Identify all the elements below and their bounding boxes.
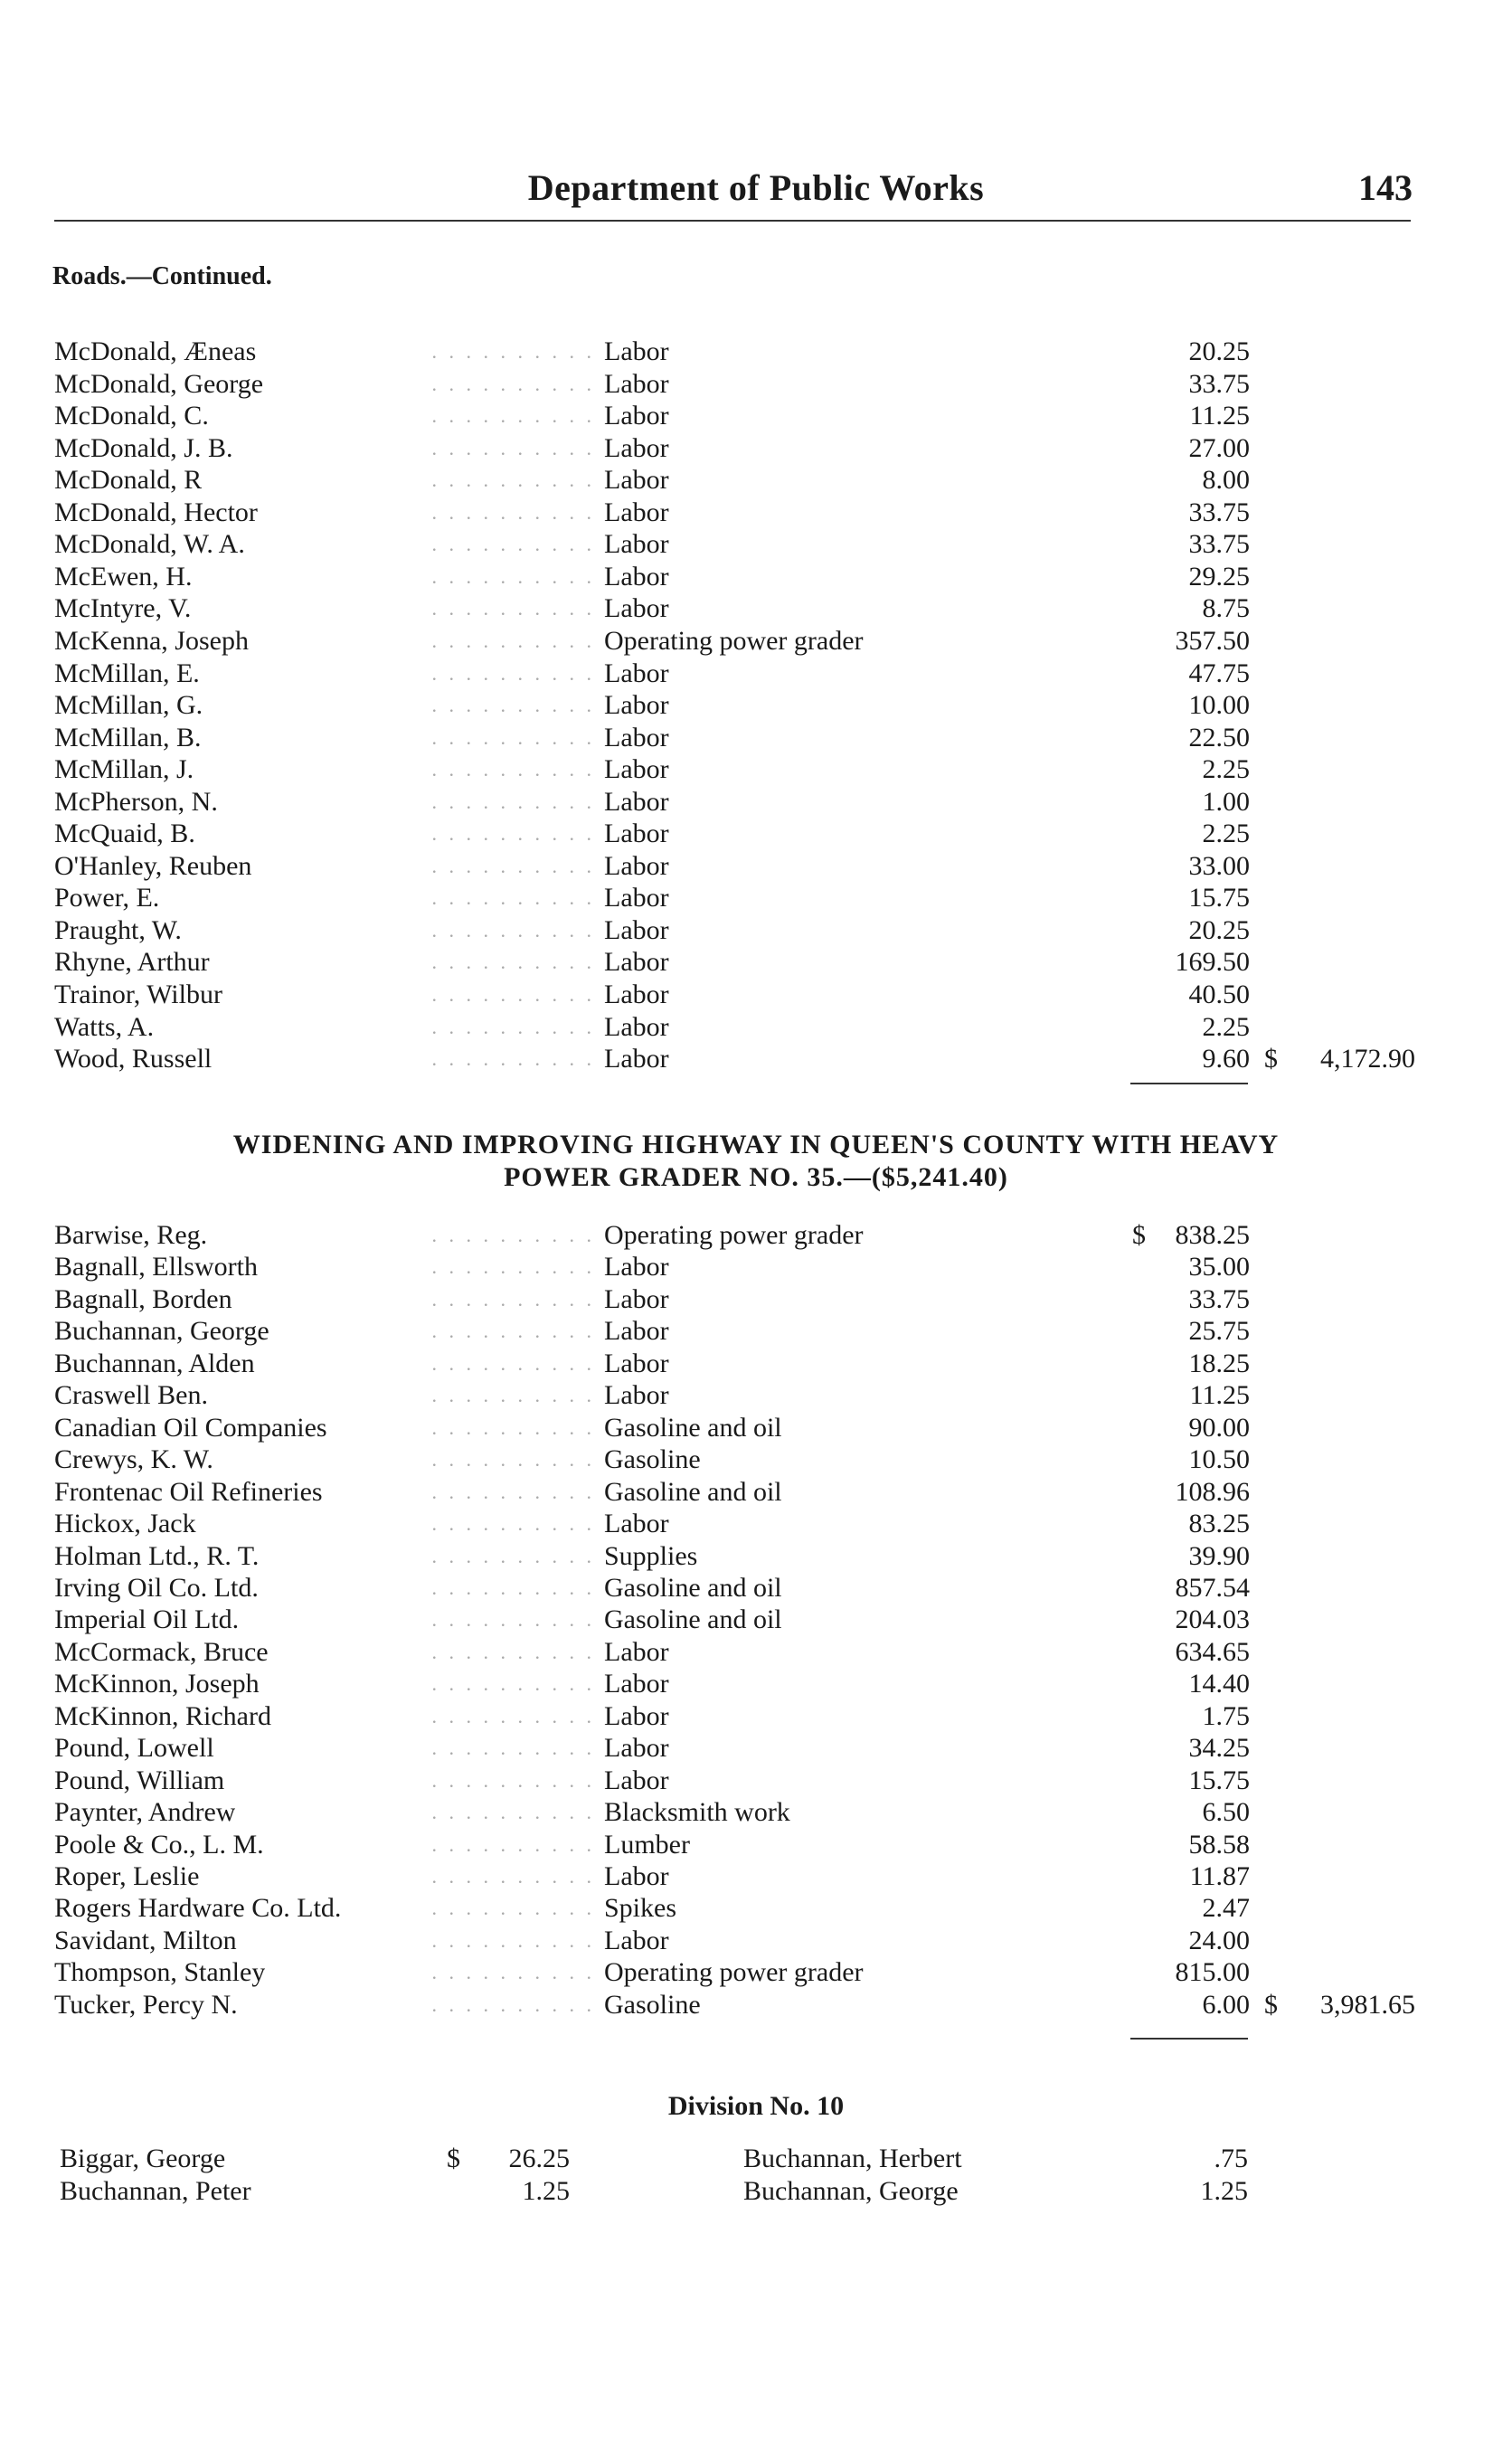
table-row — [0, 1444, 1512, 1475]
leader-dots: . . . . . . . . . . — [431, 1961, 595, 1984]
table-row — [0, 529, 1512, 560]
amount: 10.00 — [1188, 690, 1250, 721]
table-row — [0, 336, 1512, 367]
widening-title-line2: POWER GRADER NO. 35.—($5,241.40) — [504, 1162, 1008, 1192]
table-row — [0, 658, 1512, 689]
table-row — [0, 754, 1512, 785]
amount: 40.50 — [1188, 980, 1250, 1009]
amount: 815.00 — [1175, 1957, 1250, 1988]
leader-dots: . . . . . . . . . . — [431, 1928, 595, 1952]
payee-name: Power, E. — [54, 883, 160, 913]
payee-name: McMillan, G. — [54, 690, 203, 721]
leader-dots: . . . . . . . . . . — [431, 1415, 595, 1439]
payee-name: Rhyne, Arthur — [54, 947, 210, 978]
payee-name: Savidant, Milton — [54, 1925, 237, 1955]
table-row — [0, 1797, 1512, 1828]
table-row — [0, 1012, 1512, 1043]
table-row — [0, 1284, 1512, 1315]
item-description: Gasoline — [604, 1444, 701, 1475]
item-description: Labor — [604, 883, 669, 913]
payee-name: Buchannan, George — [54, 1316, 269, 1347]
item-description: Labor — [604, 1700, 669, 1731]
amount: 14.40 — [1188, 1669, 1250, 1699]
payee-name: Barwise, Reg. — [54, 1220, 208, 1250]
payee-name: McDonald, Hector — [54, 497, 258, 527]
leader-dots: . . . . . . . . . . — [431, 983, 595, 1006]
amount: 90.00 — [1188, 1412, 1250, 1443]
amount: 33.75 — [1188, 497, 1250, 527]
amount: 33.75 — [1188, 368, 1250, 399]
amount: 18.25 — [1188, 1348, 1250, 1378]
table-row — [0, 1861, 1512, 1892]
section-total: 3,981.65 — [1320, 1989, 1415, 2020]
amount: 33.75 — [1188, 1283, 1250, 1314]
payee-name: McMillan, B. — [54, 722, 202, 752]
item-description: Supplies — [604, 1540, 698, 1571]
amount: 29.25 — [1188, 561, 1250, 592]
table-row — [0, 1733, 1512, 1764]
leader-dots: . . . . . . . . . . — [431, 1512, 595, 1536]
table-row — [0, 1380, 1512, 1411]
amount: 108.96 — [1175, 1476, 1250, 1507]
amount: 47.75 — [1188, 658, 1250, 688]
total-dollar-sign: $ — [1264, 1044, 1278, 1074]
payee-name: Pound, William — [54, 1765, 225, 1795]
payee-name: Paynter, Andrew — [54, 1797, 236, 1828]
table-row — [0, 465, 1512, 496]
leader-dots: . . . . . . . . . . — [431, 822, 595, 846]
payee-name: McDonald, W. A. — [54, 529, 245, 560]
amount: 1.00 — [1202, 786, 1250, 817]
table-row — [0, 1316, 1512, 1347]
leader-dots: . . . . . . . . . . — [431, 1351, 595, 1375]
payee-name: McMillan, J. — [54, 754, 194, 785]
payee-name: Bagnall, Ellsworth — [54, 1252, 258, 1283]
item-description: Labor — [604, 658, 669, 688]
table-row — [0, 1604, 1512, 1635]
amount: 6.00 — [1202, 1989, 1250, 2020]
item-description: Labor — [604, 1733, 669, 1764]
table-row — [0, 1573, 1512, 1604]
payee-name: Buchannan, Herbert — [743, 2144, 962, 2173]
table-row — [0, 1413, 1512, 1443]
amount: 15.75 — [1188, 883, 1250, 913]
leader-dots: . . . . . . . . . . — [431, 372, 595, 395]
payee-name: Crewys, K. W. — [54, 1444, 213, 1475]
leader-dots: . . . . . . . . . . — [431, 436, 595, 459]
table-row — [0, 690, 1512, 721]
payee-name: Hickox, Jack — [54, 1509, 196, 1539]
amount: 2.25 — [1202, 819, 1250, 849]
leader-dots: . . . . . . . . . . — [431, 1544, 595, 1567]
leader-dots: . . . . . . . . . . — [431, 1047, 595, 1071]
item-description: Gasoline and oil — [604, 1476, 782, 1507]
subtotal-rule — [1130, 1083, 1248, 1084]
leader-dots: . . . . . . . . . . — [431, 694, 595, 717]
leader-dots: . . . . . . . . . . — [431, 340, 595, 363]
amount: 8.75 — [1202, 593, 1250, 624]
item-description: Gasoline and oil — [604, 1572, 782, 1603]
amount: 33.00 — [1188, 850, 1250, 881]
item-description: Labor — [604, 529, 669, 560]
subtotal-rule — [1130, 2038, 1248, 2040]
amount: 83.25 — [1188, 1509, 1250, 1539]
table-row — [0, 1541, 1512, 1572]
amount: 26.25 — [508, 2144, 570, 2173]
payee-name: Frontenac Oil Refineries — [54, 1476, 323, 1507]
table-row — [0, 851, 1512, 882]
amount: 1.75 — [1202, 1700, 1250, 1731]
leader-dots: . . . . . . . . . . — [431, 1737, 595, 1760]
amount: 838.25 — [1175, 1220, 1250, 1250]
leader-dots: . . . . . . . . . . — [431, 1287, 595, 1311]
leader-dots: . . . . . . . . . . — [431, 500, 595, 524]
item-description: Labor — [604, 497, 669, 527]
item-description: Labor — [604, 1765, 669, 1795]
leader-dots: . . . . . . . . . . — [431, 564, 595, 588]
item-description: Spikes — [604, 1893, 677, 1924]
item-description: Gasoline and oil — [604, 1604, 782, 1635]
amount: 11.25 — [1189, 401, 1250, 431]
payee-name: McQuaid, B. — [54, 819, 195, 849]
table-row — [0, 1893, 1512, 1924]
amount: 2.25 — [1202, 754, 1250, 785]
leader-dots: . . . . . . . . . . — [431, 1255, 595, 1279]
payee-name: McKinnon, Richard — [54, 1700, 271, 1731]
payee-name: Tucker, Percy N. — [54, 1989, 238, 2020]
item-description: Labor — [604, 722, 669, 752]
table-row — [0, 1957, 1512, 1988]
payee-name: Watts, A. — [54, 1011, 155, 1042]
payee-name: McMillan, E. — [54, 658, 200, 688]
table-row — [0, 2176, 1512, 2207]
leader-dots: . . . . . . . . . . — [431, 918, 595, 942]
table-row — [0, 1990, 1512, 2021]
item-description: Labor — [604, 1636, 669, 1667]
header-rule — [54, 220, 1411, 222]
leader-dots: . . . . . . . . . . — [431, 1448, 595, 1472]
table-row — [0, 1765, 1512, 1796]
payee-name: Rogers Hardware Co. Ltd. — [54, 1893, 342, 1924]
leader-dots: . . . . . . . . . . — [431, 854, 595, 877]
payee-name: Irving Oil Co. Ltd. — [54, 1572, 259, 1603]
payee-name: Buchannan, George — [743, 2176, 959, 2206]
payee-name: Trainor, Wilbur — [54, 980, 222, 1009]
payee-name: Wood, Russell — [54, 1044, 213, 1074]
leader-dots: . . . . . . . . . . — [431, 1832, 595, 1856]
item-description: Labor — [604, 336, 669, 366]
amount: 857.54 — [1175, 1572, 1250, 1603]
total-dollar-sign: $ — [1264, 1989, 1278, 2020]
payee-name: McCormack, Bruce — [54, 1636, 269, 1667]
leader-dots: . . . . . . . . . . — [431, 1576, 595, 1599]
table-row — [0, 1509, 1512, 1539]
payee-name: Pound, Lowell — [54, 1733, 214, 1764]
item-description: Blacksmith work — [604, 1797, 790, 1828]
amount: 33.75 — [1188, 529, 1250, 560]
table-row — [0, 915, 1512, 946]
leader-dots: . . . . . . . . . . — [431, 1897, 595, 1920]
amount: 9.60 — [1202, 1044, 1250, 1074]
payee-name: McDonald, R — [54, 465, 203, 496]
amount: 58.58 — [1188, 1829, 1250, 1860]
table-row — [0, 819, 1512, 849]
dollar-sign: $ — [1132, 1220, 1146, 1250]
item-description: Labor — [604, 1252, 669, 1283]
table-row — [0, 401, 1512, 431]
amount: 11.25 — [1189, 1380, 1250, 1411]
amount: 34.25 — [1188, 1733, 1250, 1764]
payee-name: McEwen, H. — [54, 561, 193, 592]
payee-name: Buchannan, Alden — [54, 1348, 255, 1378]
payee-name: Holman Ltd., R. T. — [54, 1540, 260, 1571]
leader-dots: . . . . . . . . . . — [431, 1480, 595, 1503]
item-description: Labor — [604, 1669, 669, 1699]
item-description: Labor — [604, 465, 669, 496]
table-row — [0, 1349, 1512, 1379]
leader-dots: . . . . . . . . . . — [431, 1801, 595, 1824]
leader-dots: . . . . . . . . . . — [431, 1992, 595, 2016]
item-description: Labor — [604, 754, 669, 785]
amount: 634.65 — [1175, 1636, 1250, 1667]
table-row — [0, 1926, 1512, 1956]
amount: 39.90 — [1188, 1540, 1250, 1571]
payee-name: McPherson, N. — [54, 786, 218, 817]
payee-name: Thompson, Stanley — [54, 1957, 266, 1988]
leader-dots: . . . . . . . . . . — [431, 1608, 595, 1632]
payee-name: O'Hanley, Reuben — [54, 850, 252, 881]
item-description: Labor — [604, 368, 669, 399]
leader-dots: . . . . . . . . . . — [431, 1768, 595, 1792]
leader-dots: . . . . . . . . . . — [431, 1224, 595, 1246]
payee-name: Buchannan, Peter — [60, 2176, 251, 2206]
item-description: Labor — [604, 1283, 669, 1314]
item-description: Labor — [604, 786, 669, 817]
amount: 8.00 — [1202, 465, 1250, 496]
payee-name: McDonald, Æneas — [54, 336, 257, 366]
table-row — [0, 980, 1512, 1010]
leader-dots: . . . . . . . . . . — [431, 597, 595, 620]
amount: 20.25 — [1188, 914, 1250, 945]
amount: 20.25 — [1188, 336, 1250, 366]
table-row — [0, 883, 1512, 913]
leader-dots: . . . . . . . . . . — [431, 1384, 595, 1407]
item-description: Labor — [604, 1044, 669, 1074]
table-row — [0, 562, 1512, 592]
table-row — [0, 1044, 1512, 1074]
item-description: Labor — [604, 401, 669, 431]
payee-name: McDonald, George — [54, 368, 264, 399]
table-row — [0, 1637, 1512, 1668]
item-description: Labor — [604, 1011, 669, 1042]
item-description: Operating power grader — [604, 1220, 864, 1250]
table-row — [0, 1477, 1512, 1508]
table-row — [0, 369, 1512, 400]
leader-dots: . . . . . . . . . . — [431, 886, 595, 910]
leader-dots: . . . . . . . . . . — [431, 790, 595, 813]
item-description: Labor — [604, 1348, 669, 1378]
item-description: Labor — [604, 1316, 669, 1347]
payee-name: Craswell Ben. — [54, 1380, 208, 1411]
amount: 11.87 — [1189, 1861, 1250, 1891]
amount: 10.50 — [1188, 1444, 1250, 1475]
item-description: Operating power grader — [604, 625, 864, 656]
payee-name: Biggar, George — [60, 2144, 226, 2173]
item-description: Labor — [604, 1925, 669, 1955]
amount: 35.00 — [1188, 1252, 1250, 1283]
table-row — [0, 723, 1512, 753]
table-row — [0, 433, 1512, 464]
amount: .75 — [1214, 2144, 1248, 2173]
table-row — [0, 1701, 1512, 1732]
payee-name: McIntyre, V. — [54, 593, 192, 624]
amount: 27.00 — [1188, 432, 1250, 463]
leader-dots: . . . . . . . . . . — [431, 404, 595, 428]
table-row — [0, 626, 1512, 657]
amount: 25.75 — [1188, 1316, 1250, 1347]
amount: 2.47 — [1202, 1893, 1250, 1924]
item-description: Lumber — [604, 1829, 690, 1860]
amount: 6.50 — [1202, 1797, 1250, 1828]
table-row — [0, 1830, 1512, 1860]
payee-name: Roper, Leslie — [54, 1861, 200, 1891]
table-row — [0, 593, 1512, 624]
division-title: Division No. 10 — [667, 2091, 845, 2121]
amount: 1.25 — [1200, 2176, 1248, 2206]
amount: 15.75 — [1188, 1765, 1250, 1795]
leader-dots: . . . . . . . . . . — [431, 1640, 595, 1663]
item-description: Labor — [604, 1509, 669, 1539]
widening-title-line1: WIDENING AND IMPROVING HIGHWAY IN QUEEN'S COUNTY WITH HEAVY — [232, 1130, 1280, 1159]
item-description: Labor — [604, 980, 669, 1009]
item-description: Labor — [604, 432, 669, 463]
leader-dots: . . . . . . . . . . — [431, 725, 595, 749]
amount: 2.25 — [1202, 1011, 1250, 1042]
payee-name: Poole & Co., L. M. — [54, 1829, 264, 1860]
payee-name: McKenna, Joseph — [54, 625, 249, 656]
leader-dots: . . . . . . . . . . — [431, 629, 595, 652]
table-row — [0, 1252, 1512, 1283]
table-row — [0, 947, 1512, 978]
leader-dots: . . . . . . . . . . — [431, 1015, 595, 1038]
item-description: Operating power grader — [604, 1957, 864, 1988]
leader-dots: . . . . . . . . . . — [431, 1865, 595, 1888]
item-description: Labor — [604, 593, 669, 624]
leader-dots: . . . . . . . . . . — [431, 951, 595, 974]
section-total: 4,172.90 — [1320, 1044, 1415, 1074]
leader-dots: . . . . . . . . . . — [431, 1320, 595, 1343]
amount: 24.00 — [1188, 1925, 1250, 1955]
item-description: Labor — [604, 947, 669, 978]
payee-name: McDonald, J. B. — [54, 432, 233, 463]
item-description: Labor — [604, 914, 669, 945]
amount: 1.25 — [522, 2176, 570, 2206]
item-description: Labor — [604, 1380, 669, 1411]
table-row — [0, 497, 1512, 528]
payee-name: Imperial Oil Ltd. — [54, 1604, 240, 1635]
item-description: Gasoline — [604, 1989, 701, 2020]
item-description: Labor — [604, 850, 669, 881]
leader-dots: . . . . . . . . . . — [431, 1704, 595, 1727]
leader-dots: . . . . . . . . . . — [431, 661, 595, 685]
item-description: Labor — [604, 819, 669, 849]
page-number: 143 — [1358, 167, 1413, 208]
payee-name: Praught, W. — [54, 914, 182, 945]
amount: 22.50 — [1188, 722, 1250, 752]
amount: 357.50 — [1175, 625, 1250, 656]
amount: 204.03 — [1175, 1604, 1250, 1635]
table-row — [0, 787, 1512, 818]
payee-name: Canadian Oil Companies — [54, 1412, 327, 1443]
leader-dots: . . . . . . . . . . — [431, 533, 595, 556]
item-description: Gasoline and oil — [604, 1412, 782, 1443]
leader-dots: . . . . . . . . . . — [431, 1672, 595, 1696]
payee-name: McKinnon, Joseph — [54, 1669, 260, 1699]
payee-name: Bagnall, Borden — [54, 1283, 232, 1314]
item-description: Labor — [604, 561, 669, 592]
table-row — [0, 1220, 1512, 1251]
table-row — [0, 1669, 1512, 1699]
page-title: Department of Public Works — [527, 167, 985, 208]
leader-dots: . . . . . . . . . . — [431, 758, 595, 781]
dollar-sign: $ — [447, 2144, 460, 2173]
table-row — [0, 2144, 1512, 2174]
item-description: Labor — [604, 690, 669, 721]
leader-dots: . . . . . . . . . . — [431, 469, 595, 492]
section-label: Roads.—Continued. — [52, 262, 272, 290]
payee-name: McDonald, C. — [54, 401, 209, 431]
amount: 169.50 — [1175, 947, 1250, 978]
item-description: Labor — [604, 1861, 669, 1891]
